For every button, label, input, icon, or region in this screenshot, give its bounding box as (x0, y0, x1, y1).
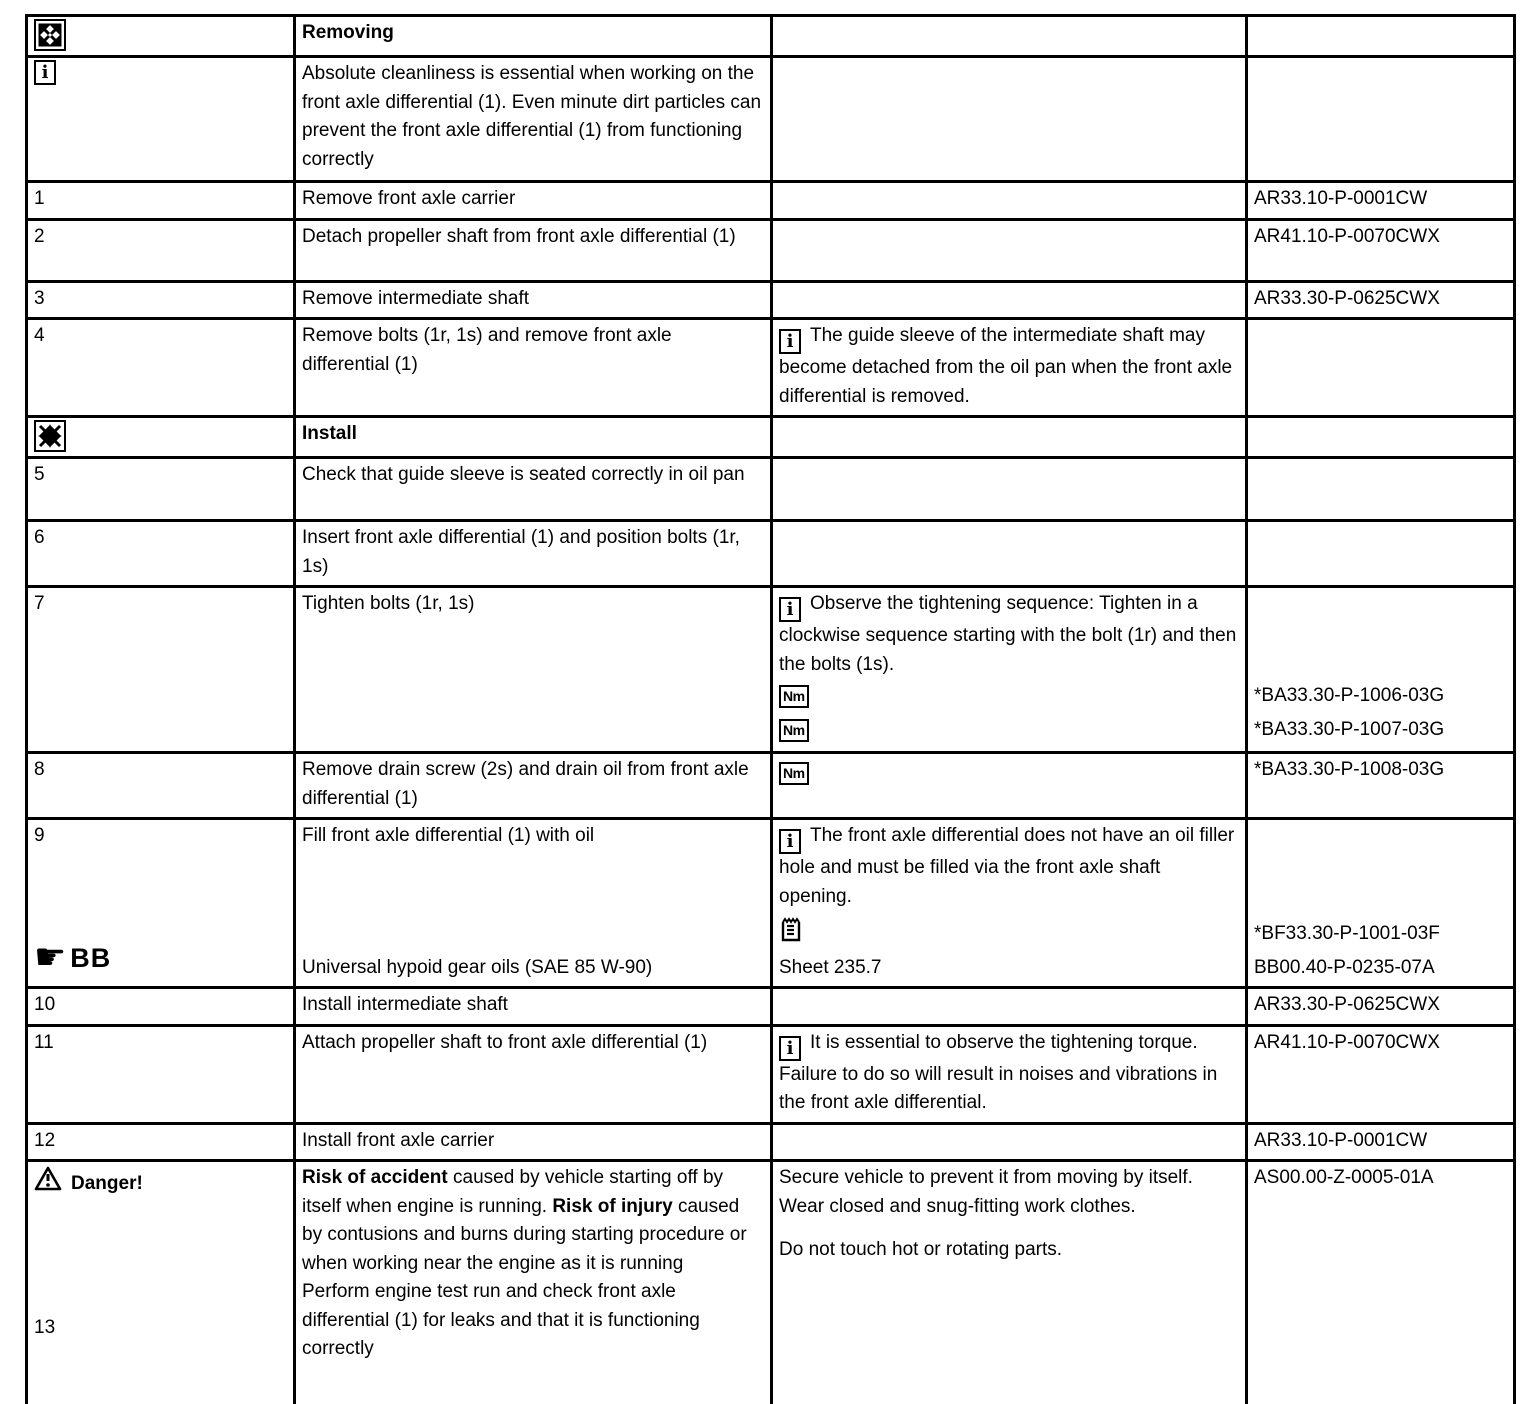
step-number-cell (28, 17, 296, 55)
step-number-cell (28, 522, 296, 585)
task-text: Perform engine test run and check front axle differential (1) for leaks and that it is functioning correctly (302, 1281, 700, 1359)
task-text: Check that guide sleeve is seated correctly in oil pan (302, 464, 745, 485)
step-number: 13 (34, 1316, 56, 1338)
step-number-cell (28, 820, 296, 986)
fluid-block (779, 914, 881, 983)
safety-text: Secure vehicle to prevent it from moving by itself. (779, 1167, 1193, 1188)
table-row (28, 1125, 1513, 1163)
task-cell (296, 221, 773, 280)
section-title: Removing (302, 22, 394, 43)
step-number-cell (28, 1162, 296, 1404)
note-body: The guide sleeve of the intermediate shaft may become detached from the oil pan when the front axle differential is removed. (779, 325, 1233, 407)
risk-body: caused by contusions and burns during starting procedure or when working near the engine as it is running (302, 1195, 747, 1274)
document-code: AS00.00-Z-0005-01A (1254, 1167, 1434, 1188)
task-cell (296, 459, 773, 519)
code-cell (1248, 418, 1513, 456)
info-icon: i (779, 829, 801, 854)
torque-nm-icon: Nm (779, 685, 809, 708)
code-cell (1248, 820, 1513, 986)
task-cell (296, 1027, 773, 1122)
step-number: 2 (34, 225, 45, 247)
task-cell (296, 283, 773, 318)
task-text: Fill front axle differential (1) with oil (302, 825, 595, 846)
note-cell (773, 418, 1248, 456)
code-cell (1248, 1125, 1513, 1160)
table-row (28, 320, 1513, 418)
risk-body: caused by vehicle starting off by itself when engine is running. (302, 1167, 724, 1217)
task-cell (296, 183, 773, 218)
code-cell (1248, 989, 1513, 1024)
cleanliness-note-text: Absolute cleanliness is essential when working on the front axle differential (1). Even minute dirt particles can prevent the front axle differential (1) from functioning correctly (302, 63, 762, 170)
section-title-cell (296, 418, 773, 456)
install-arrows-icon (34, 420, 66, 452)
document-code: AR33.30-P-0625CWX (1254, 287, 1440, 309)
step-number: 11 (34, 1031, 54, 1053)
code-cell (1248, 1027, 1513, 1122)
step-number: 1 (34, 188, 45, 209)
table-row (28, 1027, 1513, 1125)
task-text: Install front axle carrier (302, 1129, 495, 1151)
step-number-cell (28, 320, 296, 415)
task-cell (296, 989, 773, 1024)
danger-label: Danger! (71, 1172, 143, 1194)
code-cell (1248, 459, 1513, 519)
note-cell (773, 183, 1248, 218)
safety-text: Wear closed and snug-fitting work clothes. (779, 1195, 1136, 1217)
note-cell (773, 17, 1248, 55)
step-number: 7 (34, 593, 45, 614)
bb-reference (34, 938, 111, 979)
step-number-cell (28, 418, 296, 456)
document-code: BB00.40-P-0235-07A (1254, 956, 1435, 978)
document-code: *BA33.30-P-1006-03G (1254, 685, 1445, 706)
table-row (28, 418, 1513, 459)
torque-nm-icon: Nm (779, 762, 809, 785)
danger-header (34, 1166, 143, 1202)
table-row (28, 754, 1513, 820)
step-number-cell (28, 58, 296, 180)
step-number-cell (28, 1125, 296, 1160)
table-row (28, 989, 1513, 1027)
remove-arrows-icon (34, 19, 66, 51)
code-cell (1248, 221, 1513, 280)
task-text: Remove drain screw (2s) and drain oil from front axle differential (1) (302, 759, 749, 809)
task-text: Remove bolts (1r, 1s) and remove front axle differential (1) (302, 325, 672, 375)
task-cell (296, 320, 773, 415)
note-cell (773, 820, 1248, 986)
note-cell (773, 283, 1248, 318)
step-number-cell (28, 183, 296, 218)
table-row (28, 183, 1513, 221)
table-row (28, 221, 1513, 283)
info-icon: i (779, 1036, 801, 1061)
note-text (779, 1029, 1237, 1118)
step-number-cell (28, 1027, 296, 1122)
task-text: Detach propeller shaft from front axle differential (1) (302, 225, 736, 247)
note-cell (773, 320, 1248, 415)
step-number: 12 (34, 1129, 56, 1151)
task-text: Insert front axle differential (1) and position bolts (1r, 1s) (302, 527, 740, 577)
torque-line (779, 756, 809, 790)
info-icon: i (779, 597, 801, 622)
risk-bold: Risk of accident (302, 1167, 448, 1188)
code-cell (1248, 17, 1513, 55)
risk-bold: Risk of injury (552, 1195, 673, 1217)
note-text (779, 822, 1237, 911)
document-code: *BA33.30-P-1007-03G (1254, 719, 1445, 740)
document-code: AR33.30-P-0625CWX (1254, 994, 1440, 1015)
document-code: AR41.10-P-0070CWX (1254, 1031, 1440, 1053)
table-row (28, 283, 1513, 321)
task-cell (296, 588, 773, 751)
risk-text (302, 1164, 762, 1278)
fluid-container-icon (779, 915, 803, 953)
note-cell (773, 588, 1248, 751)
section-title-cell (296, 17, 773, 55)
pointing-hand-icon: ☛ (34, 936, 67, 978)
code-cell (1248, 754, 1513, 817)
sheet-reference: Sheet 235.7 (779, 956, 882, 978)
oil-spec-text: Universal hypoid gear oils (SAE 85 W-90) (302, 956, 653, 978)
document-code: AR41.10-P-0070CWX (1254, 225, 1440, 247)
note-cell (773, 221, 1248, 280)
note-body: It is essential to observe the tightening torque. Failure to do so will result in noises and vibrations in the front axle differential. (779, 1031, 1218, 1113)
task-cell (296, 1125, 773, 1160)
code-cell (1248, 522, 1513, 585)
step-number: 3 (34, 287, 45, 309)
table-row (28, 588, 1513, 754)
torque-line (779, 713, 809, 747)
code-cell (1248, 58, 1513, 180)
torque-line (779, 679, 809, 713)
note-cell (773, 522, 1248, 585)
step-number-cell (28, 221, 296, 280)
task-cell (296, 754, 773, 817)
fluid-codes-block (1254, 914, 1440, 983)
note-text (779, 322, 1237, 411)
note-cell (773, 1125, 1248, 1160)
torque-nm-icon: Nm (779, 719, 809, 742)
table-row (28, 1162, 1513, 1404)
table-row (28, 459, 1513, 522)
step-number: 5 (34, 464, 45, 485)
info-icon: i (779, 329, 801, 354)
step-number-cell (28, 754, 296, 817)
task-text: Install intermediate shaft (302, 994, 508, 1015)
table-row (28, 522, 1513, 588)
table-row (28, 58, 1513, 183)
code-cell (1248, 283, 1513, 318)
document-code: AR33.10-P-0001CW (1254, 188, 1428, 209)
note-text (779, 590, 1237, 679)
task-cell (296, 1162, 773, 1404)
task-text: Remove front axle carrier (302, 188, 516, 209)
table-row (28, 820, 1513, 989)
step-number-cell (28, 459, 296, 519)
code-cell (1248, 588, 1513, 751)
procedure-table (25, 14, 1516, 1404)
step-number: 8 (34, 759, 45, 780)
task-cell (296, 820, 773, 986)
document-code: *BA33.30-P-1008-03G (1254, 759, 1445, 780)
section-title: Install (302, 423, 357, 444)
torque-codes-block (1254, 679, 1444, 747)
step-number-cell (28, 588, 296, 751)
code-cell (1248, 1162, 1513, 1404)
bb-label: BB (70, 942, 112, 973)
note-body: The front axle differential does not have an oil filler hole and must be filled via the front axle shaft opening. (779, 825, 1235, 907)
document-code: *BF33.30-P-1001-03F (1254, 922, 1440, 944)
task-text: Attach propeller shaft to front axle differential (1) (302, 1031, 708, 1053)
code-cell (1248, 183, 1513, 218)
step-number-cell (28, 283, 296, 318)
step-number-cell (28, 989, 296, 1024)
task-text: Remove intermediate shaft (302, 287, 530, 309)
note-body: Observe the tightening sequence: Tighten in a clockwise sequence starting with the bolt (1r) and then the bolts (1s). (779, 593, 1237, 675)
info-icon: i (34, 60, 56, 85)
note-cell (773, 1162, 1248, 1404)
warning-triangle-icon (34, 1166, 62, 1202)
table-row (28, 17, 1513, 58)
fluid-line (779, 914, 881, 954)
step-number: 9 (34, 825, 45, 846)
note-cell (773, 1027, 1248, 1122)
note-cell (773, 989, 1248, 1024)
step-number: 10 (34, 994, 56, 1015)
note-cell (773, 459, 1248, 519)
task-cell (296, 58, 773, 180)
step-number: 4 (34, 325, 45, 346)
torque-icons-block (779, 679, 809, 747)
code-cell (1248, 320, 1513, 415)
document-code: AR33.10-P-0001CW (1254, 1129, 1428, 1151)
step-number: 6 (34, 527, 45, 548)
task-cell (296, 522, 773, 585)
note-cell (773, 754, 1248, 817)
safety-text: Do not touch hot or rotating parts. (779, 1239, 1063, 1260)
task-text: Tighten bolts (1r, 1s) (302, 593, 475, 614)
note-cell (773, 58, 1248, 180)
